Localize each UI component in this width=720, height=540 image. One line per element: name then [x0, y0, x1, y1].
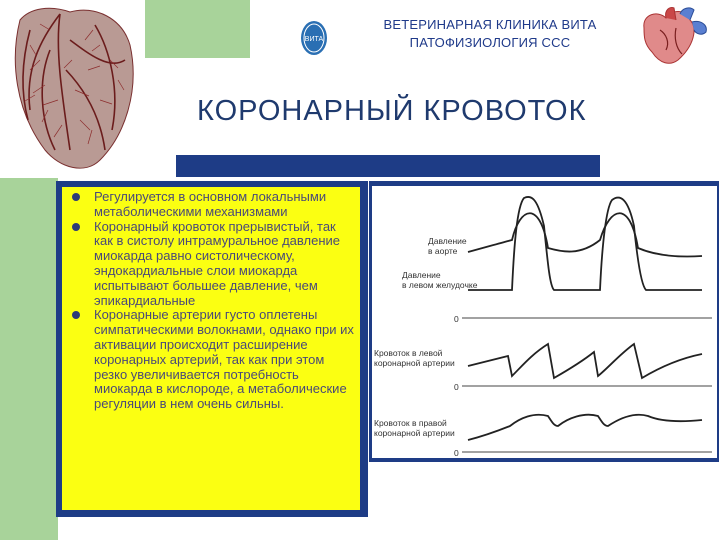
label-right-coronary-line1: Кровоток в правой — [374, 418, 447, 428]
title-underline-bar — [176, 155, 600, 177]
bullet-dot-icon — [72, 193, 80, 201]
zero-label-1: 0 — [454, 314, 459, 324]
course-name: ПАТОФИЗИОЛОГИЯ ССС — [409, 35, 571, 50]
bullet-dot-icon — [72, 311, 80, 319]
label-lv-line2: в левом желудочке — [402, 280, 478, 290]
aorta-pressure-curve — [468, 213, 702, 256]
clinic-header — [355, 16, 625, 52]
label-left-coronary-line1: Кровоток в левой — [374, 348, 443, 358]
bullet-item — [70, 220, 358, 309]
bullet-dot-icon — [72, 223, 80, 231]
bullet-item — [70, 190, 358, 220]
bullet-text: Коронарные артерии густо оплетены симпатическими волокнами, однако при их активации происходит расширение коронарных артерий, так как при этом резко увеличивается потребность миокарда в кислороде, а метаболические регуляции в нем очень сильны. — [94, 307, 354, 412]
label-left-coronary-line2: коронарной артерии — [374, 358, 455, 368]
label-aorta-line1: Давление — [428, 236, 467, 246]
left-coronary-flow-curve — [468, 344, 702, 378]
coronary-cast-photo — [0, 0, 145, 178]
heart-illustration — [636, 6, 712, 68]
right-coronary-flow-curve — [468, 415, 702, 440]
page-title: КОРОНАРНЫЙ КРОВОТОК — [197, 95, 587, 127]
label-aorta-line2: в аорте — [428, 246, 458, 256]
pressure-flow-graph — [372, 186, 717, 458]
label-right-coronary-line2: коронарной артерии — [374, 428, 455, 438]
bullet-text: Коронарный кровоток прерывистый, так как в систолу интрамуральное давление миокарда равно систолическому, эндокардиальные слои миокарда испытывают большее давление, чем эпикардиальные — [94, 218, 341, 308]
label-lv-line1: Давление — [402, 270, 441, 280]
zero-label-3: 0 — [454, 448, 459, 458]
bullet-item — [70, 308, 358, 412]
bullet-list — [70, 190, 358, 412]
lv-pressure-curve — [468, 197, 702, 290]
clinic-name: ВЕТЕРИНАРНАЯ КЛИНИКА ВИТА — [383, 17, 597, 32]
clinic-logo — [300, 20, 328, 56]
bullet-text: Регулируется в основном локальными метаболическими механизмами — [94, 189, 327, 219]
logo-text: ВИТА — [304, 36, 324, 43]
zero-label-2: 0 — [454, 382, 459, 392]
